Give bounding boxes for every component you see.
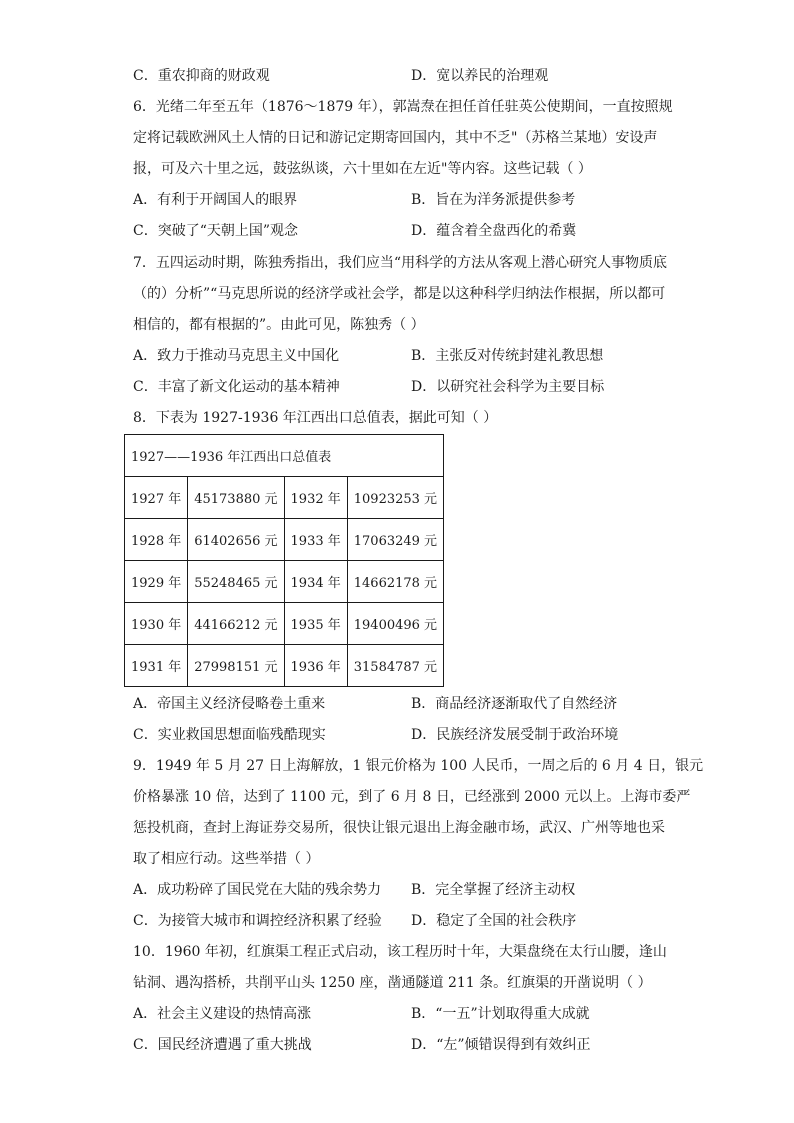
q9-option-d: D．稳定了全国的社会秩序 [411, 913, 577, 929]
q6-stem-line-1: 6．光绪二年至五年（1876～1879 年），郭嵩焘在担任首任驻英公使期间，一直按照规 [133, 99, 673, 115]
table-cell: 1927 年 [125, 477, 188, 519]
export-value-table [124, 434, 444, 687]
table-row [125, 477, 444, 519]
q9-stem-line-3: 惩投机商，查封上海证券交易所，很快让银元退出上海金融市场，武汉、广州等地也采 [133, 820, 665, 836]
table-row [125, 645, 444, 687]
q6-option-a: A．有利于开阔国人的眼界 [133, 192, 298, 208]
q9-stem-line-1: 9．1949 年 5 月 27 日上海解放，1 银元价格为 100 人民币，一周之后的 6 月 4 日，银元 [133, 758, 704, 774]
q5-option-c: C．重农抑商的财政观 [133, 68, 270, 84]
table-cell: 61402656 元 [188, 519, 284, 561]
table-cell: 19400496 元 [347, 603, 443, 645]
q8-option-b: B．商品经济逐渐取代了自然经济 [411, 696, 618, 712]
q7-option-d: D．以研究社会科学为主要目标 [411, 379, 605, 395]
q10-option-c: C．国民经济遭遇了重大挑战 [133, 1037, 312, 1053]
q7-stem-line-1: 7．五四运动时期，陈独秀指出，我们应当“用科学的方法从客观上潜心研究人事物质底 [133, 255, 668, 271]
q7-option-a: A．致力于推动马克思主义中国化 [133, 348, 340, 364]
q8-option-c: C．实业救国思想面临残酷现实 [133, 727, 326, 743]
q7-option-b: B．主张反对传统封建礼教思想 [411, 348, 604, 364]
table-caption: 1927——1936 年江西出口总值表 [125, 435, 444, 477]
q7-stem-line-2: （的）分析”“马克思所说的经济学或社会学，都是以这种科学归纳法作根据，所以都可 [133, 286, 666, 302]
q10-option-d: D．“左”倾错误得到有效纠正 [411, 1037, 591, 1053]
table-cell: 10923253 元 [347, 477, 443, 519]
table-row [125, 603, 444, 645]
q5-option-d: D．宽以养民的治理观 [411, 68, 549, 84]
table-cell: 1930 年 [125, 603, 188, 645]
q7-option-c: C．丰富了新文化运动的基本精神 [133, 379, 340, 395]
table-cell: 1936 年 [284, 645, 347, 687]
q8-option-d: D．民族经济发展受制于政治环境 [411, 727, 619, 743]
q6-stem-line-2: 定将记载欧洲风土人情的日记和游记定期寄回国内，其中不乏"（苏格兰某地）安设声 [133, 130, 658, 146]
q9-stem-line-2: 价格暴涨 10 倍，达到了 1100 元，到了 6 月 8 日，已经涨到 2000 元以上。上海市委严 [133, 789, 691, 805]
q9-option-b: B．完全掌握了经济主动权 [411, 882, 576, 898]
table-cell: 27998151 元 [188, 645, 284, 687]
table-cell: 1932 年 [284, 477, 347, 519]
q6-option-d: D．蕴含着全盘西化的希冀 [411, 223, 577, 239]
table-row [125, 561, 444, 603]
table-cell: 45173880 元 [188, 477, 284, 519]
table-cell: 1934 年 [284, 561, 347, 603]
table-cell: 17063249 元 [347, 519, 443, 561]
table-cell: 14662178 元 [347, 561, 443, 603]
q10-stem-line-1: 10．1960 年初，红旗渠工程正式启动，该工程历时十年，大渠盘绕在太行山腰，逢山 [133, 944, 667, 960]
q9-option-c: C．为接管大城市和调控经济积累了经验 [133, 913, 382, 929]
q6-option-c: C．突破了“天朝上国”观念 [133, 223, 299, 239]
q6-stem-line-3: 报，可及六十里之远，鼓弦纵谈，六十里如在左近"等内容。这些记载（ ） [133, 161, 592, 177]
q10-option-a: A．社会主义建设的热情高涨 [133, 1006, 312, 1022]
q6-option-b: B．旨在为洋务派提供参考 [411, 192, 576, 208]
table-cell: 44166212 元 [188, 603, 284, 645]
table-cell: 1929 年 [125, 561, 188, 603]
table-cell: 31584787 元 [347, 645, 443, 687]
table-row [125, 519, 444, 561]
table-cell: 1935 年 [284, 603, 347, 645]
table-cell: 1928 年 [125, 519, 188, 561]
q7-stem-line-3: 相信的，都有根据的”。由此可见，陈独秀（ ） [133, 317, 425, 333]
table-cell: 1931 年 [125, 645, 188, 687]
q8-option-a: A．帝国主义经济侵略卷土重来 [133, 696, 326, 712]
q9-stem-line-4: 取了相应行动。这些举措（ ） [133, 851, 320, 867]
q8-stem: 8．下表为 1927-1936 年江西出口总值表，据此可知（ ） [133, 410, 498, 426]
q9-option-a: A．成功粉碎了国民党在大陆的残余势力 [133, 882, 382, 898]
q10-option-b: B．“一五”计划取得重大成就 [411, 1006, 590, 1022]
table-cell: 1933 年 [284, 519, 347, 561]
q10-stem-line-2: 钻洞、遇沟搭桥，共削平山头 1250 座，凿通隧道 211 条。红旗渠的开凿说明（ ） [133, 975, 652, 991]
table-cell: 55248465 元 [188, 561, 284, 603]
